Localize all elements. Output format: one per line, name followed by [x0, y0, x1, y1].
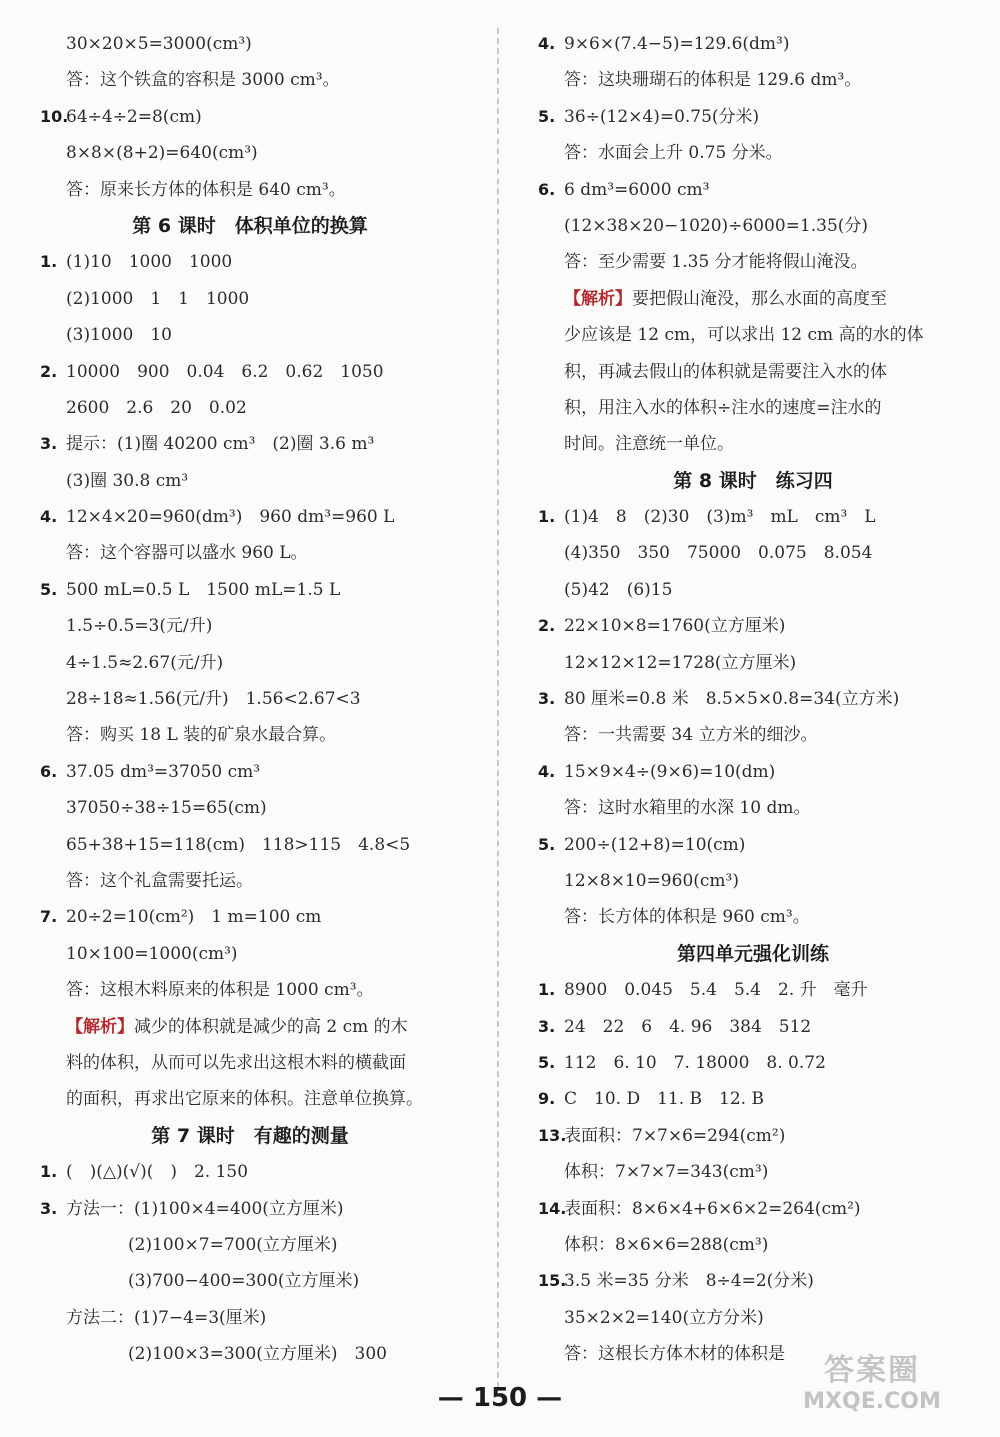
answer-line	[40, 972, 460, 1008]
answer-text: 10×100=1000(cm³)	[66, 943, 238, 964]
question-number: 5.	[538, 834, 556, 854]
answer-line	[40, 827, 460, 863]
answer-line	[538, 317, 968, 353]
answer-line	[40, 1045, 460, 1081]
question-number: 3.	[538, 1016, 556, 1036]
question-number: 5.	[40, 579, 58, 599]
answer-line	[40, 1191, 460, 1227]
answer-line	[40, 717, 460, 753]
answer-text: 体积：7×7×7=343(cm³)	[564, 1162, 769, 1183]
answer-text: 的面积，再求出它原来的体积。注意单位换算。	[66, 1089, 423, 1110]
answer-line	[538, 572, 968, 608]
answer-text: 3.5 米=35 分米 8÷4=2(分米)	[564, 1271, 814, 1292]
answer-text: (3)700−400=300(立方厘米)	[128, 1271, 360, 1292]
answer-text: 28÷18≈1.56(元/升) 1.56<2.67<3	[66, 689, 361, 710]
answer-line	[538, 1191, 968, 1227]
answer-text: (2)100×7=700(立方厘米)	[128, 1234, 338, 1255]
answer-line	[40, 936, 460, 972]
answer-text: (3)1000 10	[66, 325, 172, 346]
answer-line	[538, 135, 968, 171]
answer-text: 积，用注入水的体积÷注水的速度=注水的	[564, 397, 882, 418]
answer-line	[538, 717, 968, 753]
answer-line	[40, 244, 460, 280]
answer-line	[538, 1263, 968, 1299]
answer-line	[40, 135, 460, 171]
answer-text: 2600 2.6 20 0.02	[66, 397, 247, 418]
answer-text: (1)4 8 (2)30 (3)m³ mL cm³ L	[564, 507, 876, 528]
answer-line	[538, 244, 968, 280]
answer-line	[538, 1154, 968, 1190]
answer-line	[538, 681, 968, 717]
answer-line	[40, 172, 460, 208]
answer-text: 答：这个铁盒的容积是 3000 cm³。	[66, 70, 340, 91]
answer-text: 答：一共需要 34 立方米的细沙。	[564, 725, 818, 746]
answer-line	[538, 390, 968, 426]
answer-text: 20÷2=10(cm²) 1 m=100 cm	[66, 907, 322, 928]
question-number: 1.	[40, 252, 58, 272]
right-column	[538, 26, 968, 1372]
question-number: 10.	[40, 106, 69, 126]
answer-line	[40, 790, 460, 826]
answer-line	[40, 281, 460, 317]
answer-line	[40, 463, 460, 499]
answer-text: 12×8×10=960(cm³)	[564, 870, 739, 891]
question-number: 3.	[40, 1198, 58, 1218]
answer-line	[40, 390, 460, 426]
question-number: 9.	[538, 1089, 556, 1109]
column-divider	[497, 28, 499, 1388]
answer-line	[40, 863, 460, 899]
answer-line	[40, 572, 460, 608]
answer-line	[40, 99, 460, 135]
left-column	[40, 26, 460, 1372]
answer-line	[40, 1227, 460, 1263]
answer-text: 答：这个容器可以盛水 960 L。	[66, 543, 308, 564]
answer-text: 要把假山淹没，那么水面的高度至	[632, 288, 887, 309]
answer-line	[40, 1263, 460, 1299]
answer-text: (3)圈 30.8 cm³	[66, 470, 189, 491]
question-number: 14.	[538, 1198, 567, 1218]
answer-line	[538, 1045, 968, 1081]
answer-text: 8900 0.045 5.4 5.4 2. 升 毫升	[564, 980, 868, 1001]
answer-line	[538, 26, 968, 62]
answer-line	[40, 899, 460, 935]
section-heading: 第 6 课时 体积单位的换算	[132, 214, 368, 237]
analysis-tag: 【解析】	[564, 288, 632, 309]
answer-line	[538, 1300, 968, 1336]
answer-line	[40, 26, 460, 62]
answer-line	[40, 62, 460, 98]
question-number: 3.	[40, 434, 58, 454]
page-number: — 150 —	[437, 1383, 563, 1413]
answer-line	[538, 827, 968, 863]
question-number: 4.	[40, 507, 58, 527]
answer-line	[538, 1009, 968, 1045]
answer-text: 80 厘米=0.8 米 8.5×5×0.8=34(立方米)	[564, 689, 900, 710]
answer-text: 方法一：(1)100×4=400(立方厘米)	[66, 1198, 344, 1219]
answer-line	[538, 535, 968, 571]
answer-text: C 10. D 11. B 12. B	[564, 1089, 764, 1110]
answer-text: 答：这根木料原来的体积是 1000 cm³。	[66, 980, 374, 1001]
question-number: 2.	[40, 361, 58, 381]
watermark	[772, 1345, 972, 1425]
answer-line	[40, 1336, 460, 1372]
answer-line	[40, 499, 460, 535]
question-number: 1.	[40, 1162, 58, 1182]
answer-line	[538, 281, 968, 317]
answer-text: 12×4×20=960(dm³) 960 dm³=960 L	[66, 507, 395, 528]
answer-text: 12×12×12=1728(立方厘米)	[564, 652, 797, 673]
answer-line	[40, 608, 460, 644]
answer-line	[538, 426, 968, 462]
answer-line	[40, 1154, 460, 1190]
answer-text: 64÷4÷2=8(cm)	[66, 106, 202, 127]
answer-line	[538, 972, 968, 1008]
answer-line	[538, 645, 968, 681]
question-number: 1.	[538, 980, 556, 1000]
answer-line	[538, 1081, 968, 1117]
answer-text: 答：水面会上升 0.75 分米。	[564, 143, 783, 164]
answer-line	[40, 681, 460, 717]
answer-text: 200÷(12+8)=10(cm)	[564, 834, 746, 855]
watermark-logo: 答案圈	[824, 1353, 920, 1388]
question-number: 2.	[538, 616, 556, 636]
answer-text: 表面积：8×6×4+6×6×2=264(cm²)	[564, 1198, 861, 1219]
section-heading: 第 7 课时 有趣的测量	[151, 1124, 349, 1147]
answer-line	[40, 426, 460, 462]
answer-text: 8×8×(8+2)=640(cm³)	[66, 143, 258, 164]
answer-text: 9×6×(7.4−5)=129.6(dm³)	[564, 34, 790, 54]
answer-line	[538, 99, 968, 135]
answer-text: 方法二：(1)7−4=3(厘米)	[66, 1307, 267, 1328]
answer-line	[538, 899, 968, 935]
answer-text: (2)100×3=300(立方厘米) 300	[128, 1344, 387, 1365]
section-heading: 第四单元强化训练	[676, 942, 829, 965]
answer-text: 36÷(12×4)=0.75(分米)	[564, 106, 760, 127]
answer-text: 35×2×2=140(立方分米)	[564, 1307, 764, 1328]
analysis-tag: 【解析】	[66, 1016, 134, 1037]
answer-text: (12×38×20−1020)÷6000=1.35(分)	[564, 215, 869, 236]
answer-line	[538, 1227, 968, 1263]
question-number: 6.	[538, 179, 556, 199]
answer-text: 体积：8×6×6=288(cm³)	[564, 1234, 769, 1255]
answer-text: 10000 900 0.04 6.2 0.62 1050	[66, 361, 384, 382]
answer-line	[538, 863, 968, 899]
answer-text: 积，再减去假山的体积就是需要注入水的体	[564, 361, 887, 382]
question-number: 13.	[538, 1125, 567, 1145]
answer-line	[538, 62, 968, 98]
answer-text: 料的体积，从而可以先求出这根木料的横截面	[66, 1052, 406, 1073]
answer-line	[538, 790, 968, 826]
question-number: 7.	[40, 907, 58, 927]
answer-text: 少应该是 12 cm，可以求出 12 cm 高的水的体	[564, 325, 924, 346]
answer-line	[538, 1118, 968, 1154]
answer-line	[40, 645, 460, 681]
answer-text: (1)10 1000 1000	[66, 252, 233, 273]
question-number: 4.	[538, 34, 556, 53]
question-number: 5.	[538, 106, 556, 126]
answer-text: 答：这根长方体木材的体积是	[564, 1344, 785, 1365]
answer-text: ( )(△)(√)( ) 2. 150	[66, 1162, 249, 1183]
answer-line	[538, 754, 968, 790]
answer-text: 500 mL=0.5 L 1500 mL=1.5 L	[66, 579, 341, 600]
answer-text: 答：这个礼盒需要托运。	[66, 870, 253, 891]
answer-line	[538, 172, 968, 208]
answer-text: 表面积：7×7×6=294(cm²)	[564, 1125, 786, 1146]
answer-line	[538, 354, 968, 390]
answer-text: 65+38+15=118(cm) 118>115 4.8<5	[66, 834, 411, 855]
answer-line	[538, 499, 968, 535]
answer-line	[40, 1300, 460, 1336]
question-number: 4.	[538, 761, 556, 781]
answer-text: 提示：(1)圈 40200 cm³ (2)圈 3.6 m³	[66, 434, 375, 455]
answer-line	[538, 208, 968, 244]
section-heading: 第 8 课时 练习四	[673, 469, 833, 492]
answer-text: 答：至少需要 1.35 分才能将假山淹没。	[564, 252, 868, 273]
answer-line	[40, 535, 460, 571]
answer-line	[40, 754, 460, 790]
answer-text: 6 dm³=6000 cm³	[564, 179, 710, 200]
answer-text: 时间。注意统一单位。	[564, 434, 734, 455]
answer-text: 4÷1.5≈2.67(元/升)	[66, 652, 224, 673]
answer-text: 15×9×4÷(9×6)=10(dm)	[564, 761, 776, 782]
question-number: 3.	[538, 689, 556, 709]
answer-text: 答：这块珊瑚石的体积是 129.6 dm³。	[564, 70, 862, 91]
answer-text: 37.05 dm³=37050 cm³	[66, 761, 261, 782]
answer-text: 30×20×5=3000(cm³)	[66, 34, 252, 54]
answer-line	[40, 354, 460, 390]
answer-text: 22×10×8=1760(立方厘米)	[564, 616, 786, 637]
answer-text: 37050÷38÷15=65(cm)	[66, 798, 267, 819]
answer-text: 答：购买 18 L 装的矿泉水最合算。	[66, 725, 337, 746]
answer-line	[538, 608, 968, 644]
answer-text: 答：原来长方体的体积是 640 cm³。	[66, 179, 346, 200]
answer-text: 1.5÷0.5=3(元/升)	[66, 616, 213, 637]
answer-line	[40, 1081, 460, 1117]
answer-text: (4)350 350 75000 0.075 8.054	[564, 543, 873, 564]
question-number: 6.	[40, 761, 58, 781]
question-number: 5.	[538, 1052, 556, 1072]
answer-line	[40, 1009, 460, 1045]
watermark-url: MXQE.COM	[803, 1389, 941, 1414]
answer-text: (5)42 (6)15	[564, 579, 673, 600]
answer-line	[40, 317, 460, 353]
answer-text: 减少的体积就是减少的高 2 cm 的木	[134, 1016, 408, 1037]
answer-text: 答：长方体的体积是 960 cm³。	[564, 907, 810, 928]
answer-text: 112 6. 10 7. 18000 8. 0.72	[564, 1052, 826, 1073]
question-number: 15.	[538, 1271, 567, 1291]
question-number: 1.	[538, 507, 556, 527]
answer-text: 24 22 6 4. 96 384 512	[564, 1016, 812, 1037]
answer-text: (2)1000 1 1 1000	[66, 288, 250, 309]
answer-text: 答：这时水箱里的水深 10 dm。	[564, 798, 811, 819]
